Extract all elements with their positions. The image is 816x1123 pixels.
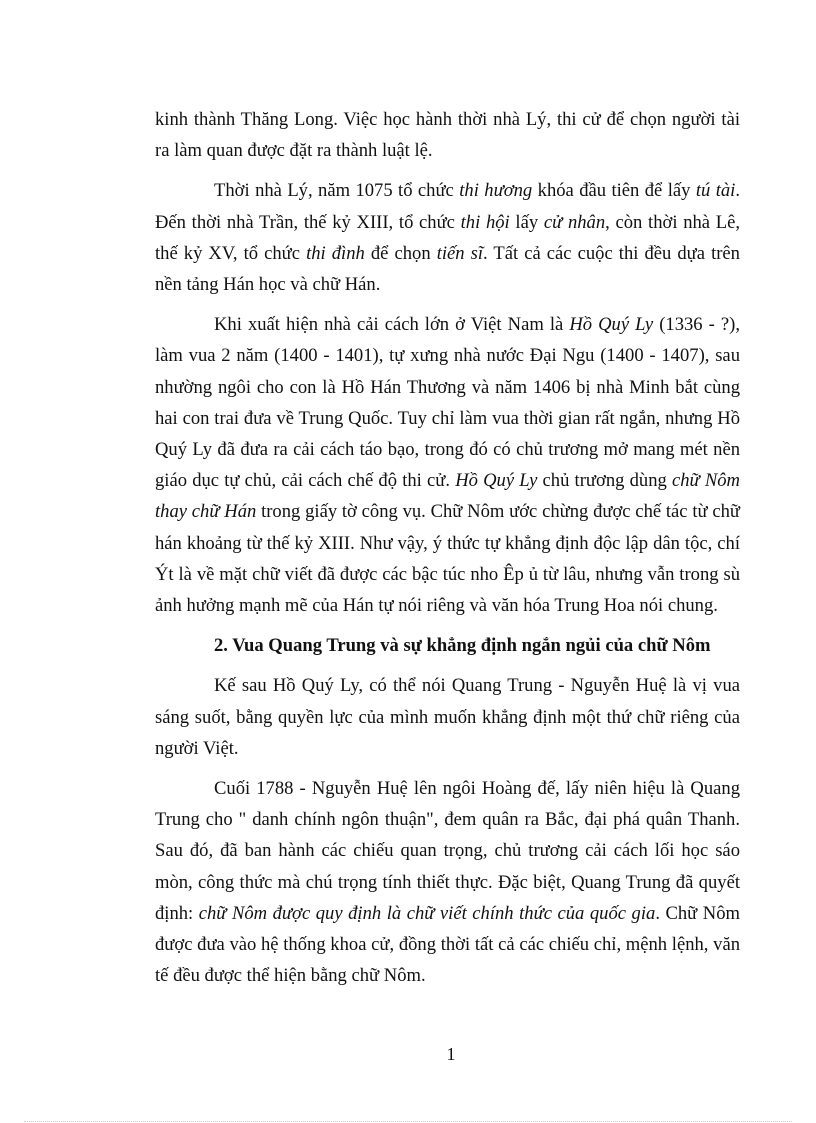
text-run: (1336 - ?), làm vua 2 năm (1400 - 1401), tự xưng nhà nước Đại Ngu (1400 - 1407), sau nhường ngôi cho con là Hồ Hán Thương và năm 1406 bị nhà Minh bắt cùng hai con trai đưa về Trung Quốc. Tuy chỉ làm vua thời gian rất ngắn, nhưng Hồ Quý Ly đã đưa ra cải cách táo bạo, trong đó có chủ trương mở mang mét nền giáo dục tự chủ, cải cách chế độ thi cử.	[155, 314, 740, 492]
italic-term: Hồ Quý Ly	[569, 314, 654, 336]
text-run: . Tất cả các cuộc thi đều dựa trên nền tảng Hán học và chữ Hán.	[155, 242, 740, 296]
text-run: Cuối 1788 - Nguyễn Huệ lên ngôi Hoàng đế, lấy niên hiệu là Quang Trung cho " danh chính ngôn thuận", đem quân ra Bắc, đại phá quân Thanh. Sau đó, đã ban hành các chiếu quan trọng, chủ trương cải cách lối học sáo mòn, công thức mà chú trọng tính thiết thực. Đặc biệt, Quang Trung đã quyết định:	[155, 778, 740, 924]
paragraph-1: kinh thành Thăng Long. Việc học hành thời nhà Lý, thi cử để chọn người tài ra làm quan được đặt ra thành luật lệ.	[155, 109, 740, 162]
text-run: để chọn	[364, 242, 437, 264]
italic-term: chữ Nôm thay chữ Hán	[155, 470, 740, 523]
italic-term: chữ Nôm được quy định là chữ viết chính thức của quốc gia	[198, 902, 656, 924]
page-number: 1	[446, 1044, 456, 1064]
page-bottom-edge	[24, 1121, 792, 1122]
text-run: . Chữ Nôm được đưa vào hệ thống khoa cử, đồng thời tất cả các chiếu chỉ, mệnh lệnh, văn tế đều được thể hiện bằng chữ Nôm.	[155, 902, 740, 987]
document-body	[155, 104, 740, 1000]
text-run: . Đến thời nhà Trần, thế kỷ XIII, tổ chức	[155, 180, 741, 233]
text-run: chủ trương dùng	[537, 470, 672, 492]
text-run: khóa đầu tiên để lấy	[532, 180, 696, 202]
paragraph-3	[155, 309, 740, 621]
paragraph-5	[155, 773, 740, 991]
text-run: lấy	[509, 211, 544, 233]
text-run: Thời nhà Lý, năm 1075 tổ chức	[214, 180, 460, 202]
italic-term: thi hội	[460, 211, 510, 233]
italic-term: tú tài	[695, 180, 736, 202]
italic-term: cử nhân	[543, 211, 606, 233]
italic-term: tiến sĩ	[436, 242, 484, 264]
paragraph-2	[155, 175, 740, 300]
italic-term: Hồ Quý Ly	[455, 470, 538, 492]
text-run: trong giấy tờ công vụ. Chữ Nôm ước chừng được chế tác từ chữ hán khoảng từ thế kỷ XIII. Như vậy, ý thức tự khẳng định độc lập dân tộc, chí Ýt là về mặt chữ viết đã được các bậc túc nho Êp ủ từ lâu, nhưng vẫn trong sù ảnh hưởng mạnh mẽ của Hán tự nói riêng và văn hóa Trung Hoa nói chung.	[155, 501, 740, 617]
italic-term: thi đình	[306, 242, 365, 264]
paragraph-4: Kế sau Hồ Quý Ly, có thể nói Quang Trung - Nguyễn Huệ là vị vua sáng suốt, bằng quyền lực của mình muốn khẳng định một thứ chữ riêng của người Việt.	[155, 675, 740, 759]
text-run: , còn thời nhà Lê, thế kỷ XV, tổ chức	[155, 211, 740, 264]
section-heading: 2. Vua Quang Trung và sự khẳng định ngắn ngủi của chữ Nôm	[214, 635, 711, 657]
italic-term: thi hương	[459, 180, 533, 202]
text-run: Khi xuất hiện nhà cải cách lớn ở Việt Nam là	[214, 314, 570, 336]
